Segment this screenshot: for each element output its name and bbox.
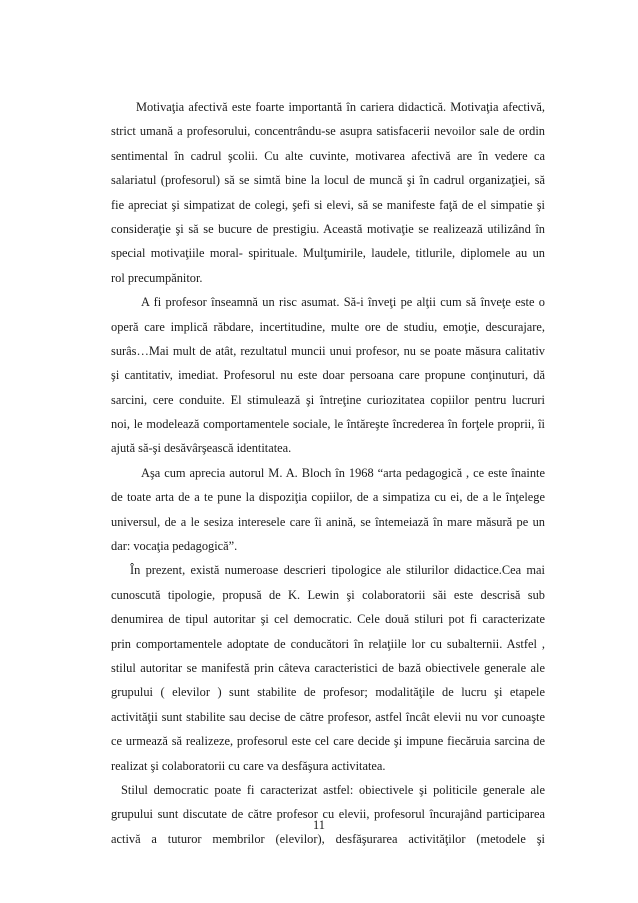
text-line: Motivaţia afectivă este foarte importantă în cariera didactică. Motivaţia afectivă,	[136, 100, 545, 114]
text-line: sentimental în cadrul şcolii. Cu alte cuvinte, motivarea afectivă are în vedere ca	[111, 148, 545, 163]
text-line: surâs…Mai mult de atât, rezultatul muncii unui profesor, nu se poate măsura calitativ	[111, 343, 545, 358]
text-line: Aşa cum aprecia autorul M. A. Bloch în 1968 “arta pedagogică , ce este înainte	[141, 465, 545, 480]
text-line: În prezent, există numeroase descrieri tipologice ale stilurilor didactice.Cea mai	[130, 563, 545, 578]
text-line: şi cantitativ, imediat. Profesorul nu este doar persoana care propune conţinuturi, dă	[111, 368, 545, 383]
paragraph	[111, 290, 545, 461]
text-line: salariatul (profesorul) să se simtă bine la locul de muncă şi în cadrul organizaţiei, să	[111, 173, 545, 188]
paragraph	[111, 558, 545, 778]
text-line: consideraţie şi să se bucure de prestigiu. Această motivaţie se realizează utilizând în	[111, 221, 545, 236]
text-line: activităţii sunt stabilite sau decise de către profesor, astfel încât elevii nu vor cunoaşte	[111, 709, 545, 724]
text-line: noi, le modelează comportamentele sociale, le întăreşte încrederea în forţele proprii, îi	[111, 417, 545, 432]
text-line: A fi profesor înseamnă un risc asumat. Să-i înveţi pe alţii cum să înveţe este o	[141, 295, 545, 310]
text-line: ajută să-şi desăvârşească identitatea.	[111, 441, 292, 456]
text-line: grupului sunt discutate de către profesor cu elevii, profesorul încurajând participarea	[111, 807, 545, 822]
text-line: special motivaţiile moral- spirituale. Mulţumirile, laudele, titlurile, diplomele au un	[111, 246, 545, 261]
text-line: stilul autoritar se manifestă prin câteva caracteristici de bază obiectivele generale ale	[111, 660, 545, 675]
text-line: universul, de a le sesiza interesele care îi anină, se întemeiază în mare măsură pe un	[111, 514, 545, 529]
paragraph	[111, 461, 545, 559]
text-line: rol precumpănitor.	[111, 270, 203, 285]
text-line: activă a tuturor membrilor (elevilor), desfăşurarea activităţilor (metodele şi	[111, 831, 545, 846]
text-line: prin comportamentele adoptate de conducători în relaţiile lor cu subalternii. Astfel ,	[111, 636, 545, 651]
paragraph	[111, 778, 545, 851]
paragraph	[111, 95, 545, 290]
text-line: de toate arta de a te pune la dispoziţia copiilor, de a simpatiza cu ei, de a le înţelege	[111, 490, 545, 505]
text-line: Stilul democratic poate fi caracterizat astfel: obiectivele şi politicile generale ale	[121, 782, 545, 797]
page-number: 11	[313, 818, 325, 832]
text-line: strict umană a profesorului, concentrându-se asupra satisfacerii nevoilor sale de ordin	[111, 124, 545, 139]
text-line: dar: vocaţia pedagogică”.	[111, 539, 238, 554]
text-line: realizat şi colaboratorii cu care va desfăşura activitatea.	[111, 758, 386, 773]
text-line: grupului ( elevilor ) sunt stabilite de profesor; modalităţile de lucru şi etapele	[111, 685, 545, 700]
text-line: denumirea de tipul autoritar şi cel democratic. Cele două stiluri pot fi caracterizate	[111, 612, 545, 627]
text-line: sarcini, cere conduite. El stimulează şi întreţine curiozitatea copiilor pentru lucruri	[111, 392, 545, 407]
document-body	[111, 95, 545, 851]
text-line: cunoscută tipologie, propusă de K. Lewin şi colaboratorii săi este descrisă sub	[111, 587, 545, 602]
text-line: fie apreciat şi simpatizat de colegi, şefi si elevi, să se manifeste faţă de el simpatie şi	[111, 197, 545, 212]
text-line: ce urmează să realizeze, profesorul este cel care decide şi impune fiecăruia sarcina de	[111, 734, 545, 749]
text-line: operă care implică răbdare, incertitudine, multe ore de studiu, emoţie, descurajare,	[111, 319, 545, 334]
